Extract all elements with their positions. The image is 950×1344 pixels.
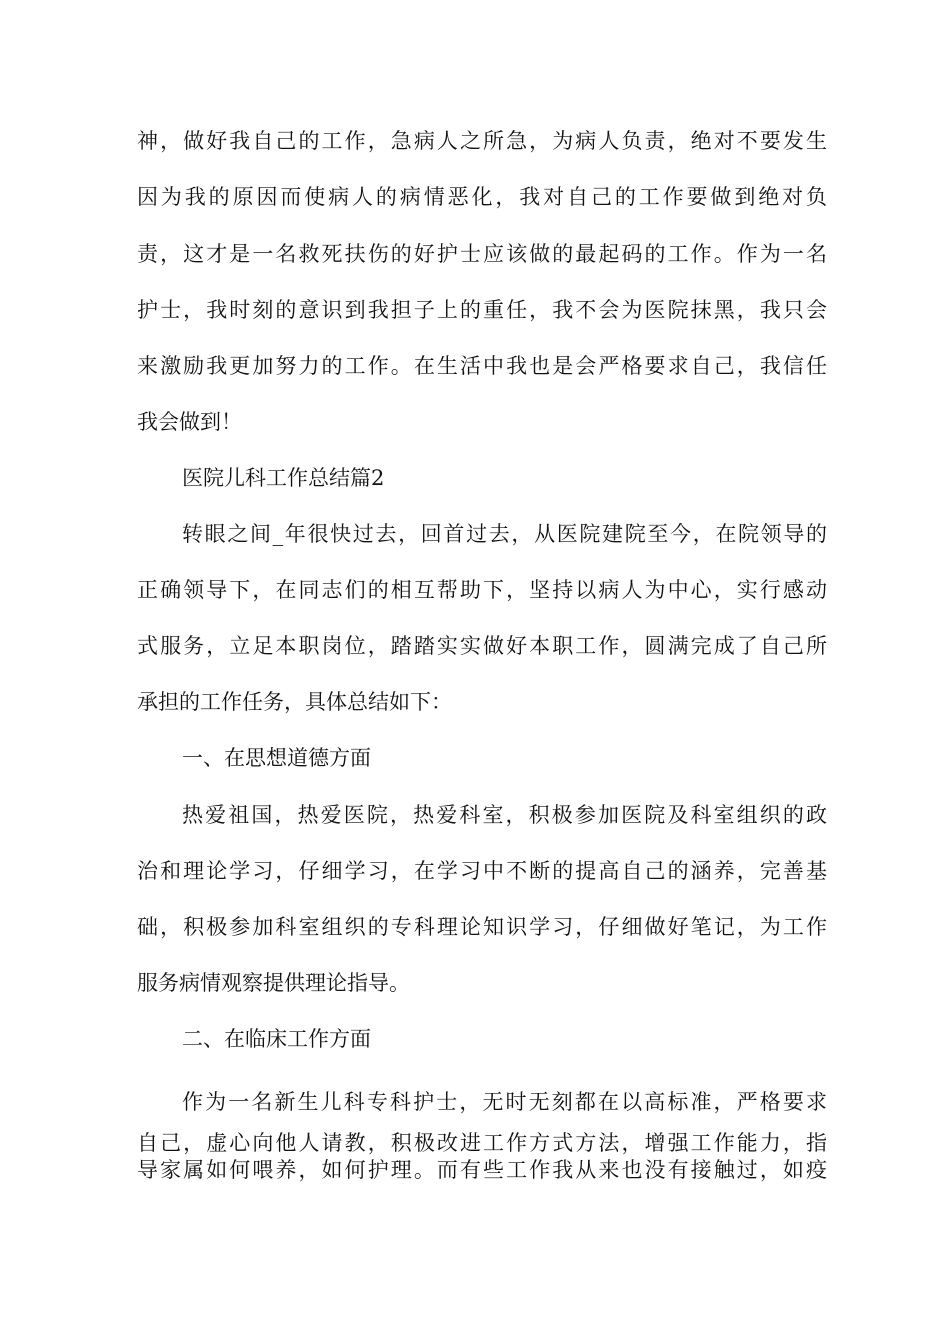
body-text-line: 责，这才是一名救死扶伤的好护士应该做的最起码的工作。作为一名 xyxy=(137,242,827,266)
body-text-line: 服务病情观察提供理论指导。 xyxy=(137,971,410,995)
body-text-line: 自己，虚心向他人请教，积极改进工作方式方法，增强工作能力，指 xyxy=(137,1131,827,1155)
body-text-line: 热爱祖国，热爱医院，热爱科室，积极参加医院及科室组织的政 xyxy=(182,803,827,827)
section-heading: 医院儿科工作总结篇2 xyxy=(182,466,385,490)
body-text-line: 式服务，立足本职岗位，踏踏实实做好本职工作，圆满完成了自己所 xyxy=(137,634,827,658)
body-text-line: 作为一名新生儿科专科护士，无时无刻都在以高标准，严格要求 xyxy=(182,1090,827,1114)
body-text-line: 神，做好我自己的工作，急病人之所急，为病人负责，绝对不要发生 xyxy=(137,129,827,153)
body-text-line: 来激励我更加努力的工作。在生活中我也是会严格要求自己，我信任 xyxy=(137,354,827,378)
subsection-heading: 二、在临床工作方面 xyxy=(182,1027,371,1051)
body-text-line: 础，积极参加科室组织的专科理论知识学习，仔细做好笔记，为工作 xyxy=(137,915,827,939)
body-text-line: 我会做到！ xyxy=(137,410,242,434)
body-text-line: 因为我的原因而使病人的病情恶化，我对自己的工作要做到绝对负 xyxy=(137,185,827,209)
body-text-line: 治和理论学习，仔细学习，在学习中不断的提高自己的涵养，完善基 xyxy=(137,859,827,883)
body-text-line: 护士，我时刻的意识到我担子上的重任，我不会为医院抹黑，我只会 xyxy=(137,298,827,322)
subsection-heading: 一、在思想道德方面 xyxy=(182,746,371,770)
body-text-line: 正确领导下，在同志们的相互帮助下，坚持以病人为中心，实行感动 xyxy=(137,578,827,602)
body-text-line: 转眼之间_年很快过去，回首过去，从医院建院至今，在院领导的 xyxy=(182,522,827,546)
body-text-line: 导家属如何喂养，如何护理。而有些工作我从来也没有接触过，如疫 xyxy=(137,1158,827,1182)
body-text-line: 承担的工作任务，具体总结如下： xyxy=(137,690,452,714)
